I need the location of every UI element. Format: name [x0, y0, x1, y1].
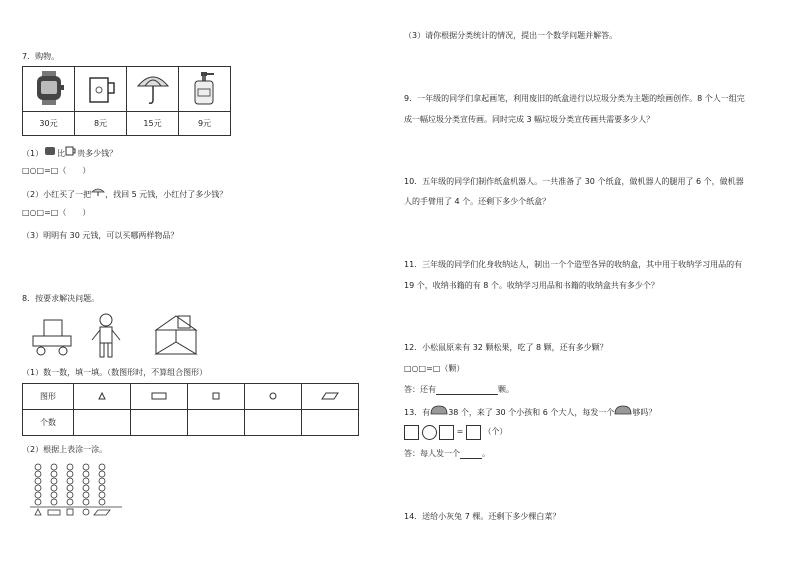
row-label: 图形: [23, 384, 74, 410]
watch-cell: [23, 67, 75, 112]
row-label: 个数: [23, 410, 74, 436]
shopping-table: [22, 66, 231, 136]
q10-line1: 10．五年级的同学们制作纸盒机器人。一共准备了 30 个纸盒，做机器人的腿用了 6 个，做机器: [404, 177, 744, 186]
price-cell: 9元: [179, 112, 231, 136]
price-cell: 8元: [75, 112, 127, 136]
square-icon: [212, 392, 220, 400]
q7-part2-formula: □○□=□（ ）: [22, 208, 91, 217]
answer-cell[interactable]: [131, 410, 188, 436]
price-cell: 15元: [127, 112, 179, 136]
watch-icon: [43, 146, 57, 156]
answer-box[interactable]: [404, 425, 419, 440]
bar-chart-grid: [30, 462, 126, 518]
parallelogram-icon: [94, 510, 110, 515]
car-figure: [33, 320, 71, 355]
parallelogram-icon: [321, 392, 339, 400]
cup-icon: [81, 70, 121, 106]
umbrella-cell: [127, 67, 179, 112]
answer-cell[interactable]: [245, 410, 302, 436]
bread-icon: [614, 405, 632, 415]
price-cell: 30元: [23, 112, 75, 136]
shape-figures: [28, 312, 248, 360]
q12-answer: 答：还有 颗。: [404, 385, 514, 394]
umbrella-icon: [133, 70, 173, 106]
circle-icon: [83, 509, 89, 515]
circle-cell: [245, 384, 302, 410]
circle-column: [35, 464, 41, 505]
circle-column: [99, 464, 105, 505]
triangle-icon: [98, 392, 106, 400]
bread-icon: [430, 405, 448, 415]
q8-part1: （1）数一数，填一填。（数图形时，不算组合图形）: [22, 368, 208, 377]
q11-line2: 19 个，收纳书籍的有 8 个。收纳学习用品和书籍的收纳盒共有多少个？: [404, 281, 659, 290]
circle-column: [67, 464, 73, 505]
square-icon: [67, 509, 73, 515]
answer-box[interactable]: [439, 425, 454, 440]
answer-blank[interactable]: [436, 385, 498, 395]
parallelogram-cell: [302, 384, 359, 410]
q12-line1: 12．小松鼠原来有 32 颗松果，吃了 8 颗，还有多少颗？: [404, 343, 608, 352]
q10-line2: 人的手臂用了 4 个。还剩下多少个纸盒？: [404, 197, 551, 206]
q7-3-prompt: （3）请你根据分类统计的情况，提出一个数学问题并解答。: [404, 31, 618, 40]
q14-line1: 14．送给小灰兔 7 棵。还剩下多少棵白菜？: [404, 512, 561, 521]
soap-bottle-icon: [185, 70, 225, 106]
house-figure: [156, 316, 196, 354]
q8-title: 8．按要求解决问题。: [22, 294, 100, 303]
cup-cell: [75, 67, 127, 112]
q12-formula: □○□=□（颗）: [404, 364, 465, 373]
triangle-cell: [74, 384, 131, 410]
q7-part1-formula: □○□=□（ ）: [22, 166, 91, 175]
soap-cell: [179, 67, 231, 112]
count-table: [22, 383, 359, 436]
answer-cell[interactable]: [188, 410, 245, 436]
q8-part2: （2）根据上表涂一涂。: [22, 445, 108, 454]
cup-icon: [65, 146, 77, 156]
q13-line1: 13．有 38 个，来了 30 个小孩和 6 个大人，每发一个 够吗？: [404, 405, 656, 418]
answer-box[interactable]: [466, 425, 481, 440]
q7-title: 7．购物。: [22, 52, 60, 61]
q7-part1: （1） 比 贵多少钱？: [22, 146, 117, 159]
rectangle-cell: [131, 384, 188, 410]
answer-cell[interactable]: [74, 410, 131, 436]
q11-line1: 11．三年级的同学们化身收纳达人，制出一个个造型各异的收纳盒，其中用于收纳学习用品的有: [404, 260, 743, 269]
rectangle-icon: [151, 392, 167, 400]
q13-formula: = （个）: [404, 424, 507, 441]
q9-line1: 9．一年级的同学们拿起画笔，利用废旧的纸盒进行以垃圾分类为主题的绘画创作。8 个人一组完: [404, 94, 745, 103]
q9-line2: 成一幅垃圾分类宣传画。同时完成 3 幅垃圾分类宣传画共需要多少人？: [404, 115, 655, 124]
answer-cell[interactable]: [302, 410, 359, 436]
q13-answer: 答：每人发一个 。: [404, 449, 490, 458]
circle-column: [51, 464, 57, 505]
answer-blank[interactable]: [460, 449, 482, 459]
circle-icon: [269, 392, 277, 400]
rectangle-icon: [48, 510, 60, 515]
operator-circle[interactable]: [422, 425, 437, 440]
robot-figure: [92, 314, 120, 357]
q7-part2: （2）小红买了一把 ，找回 5 元钱，小红付了多少钱？: [22, 187, 227, 200]
q7-part3: （3）明明有 30 元钱，可以买哪两样物品？: [22, 231, 179, 240]
watch-icon: [29, 70, 69, 106]
umbrella-icon: [91, 187, 105, 197]
circle-column: [83, 464, 89, 505]
triangle-icon: [35, 509, 41, 515]
square-cell: [188, 384, 245, 410]
